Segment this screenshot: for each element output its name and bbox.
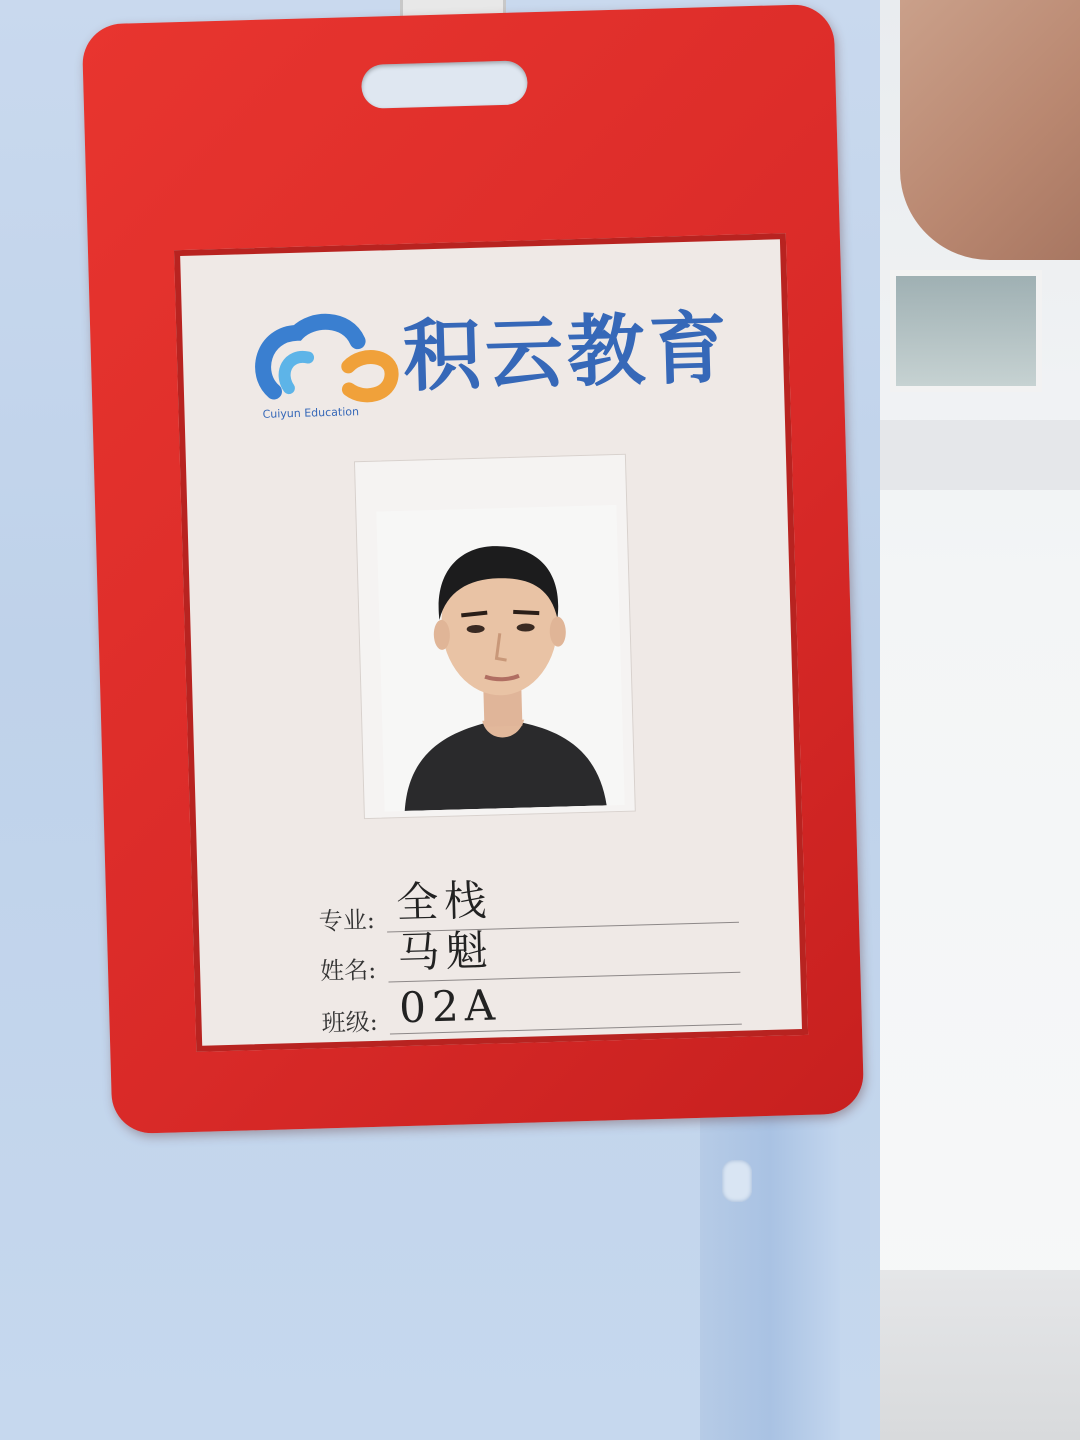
shirt-button	[722, 1160, 752, 1202]
portrait-illustration	[376, 505, 624, 812]
field-name-value: 马魁	[397, 925, 495, 978]
badge-holder	[82, 4, 865, 1135]
shirt-placket	[700, 1090, 840, 1440]
portrait-photo	[376, 505, 624, 812]
cloud-logo-icon	[252, 310, 415, 424]
background-ledge	[880, 420, 1080, 490]
field-major-value: 全栈	[395, 875, 493, 928]
arm	[900, 0, 1080, 260]
field-class-value: 02A	[398, 980, 502, 1033]
portrait-frame	[354, 454, 636, 819]
field-class	[321, 980, 742, 1045]
field-name	[319, 925, 740, 993]
background-window	[890, 270, 1042, 392]
field-name-label: 姓名:	[319, 955, 377, 986]
field-class-label: 班级:	[321, 1007, 379, 1038]
logo-subtitle: Cuiyun Education	[262, 405, 360, 421]
brand-name: 积云教育	[401, 303, 733, 403]
id-card	[174, 233, 808, 1052]
holder-slot	[361, 60, 528, 109]
field-major-label: 专业:	[318, 905, 376, 936]
